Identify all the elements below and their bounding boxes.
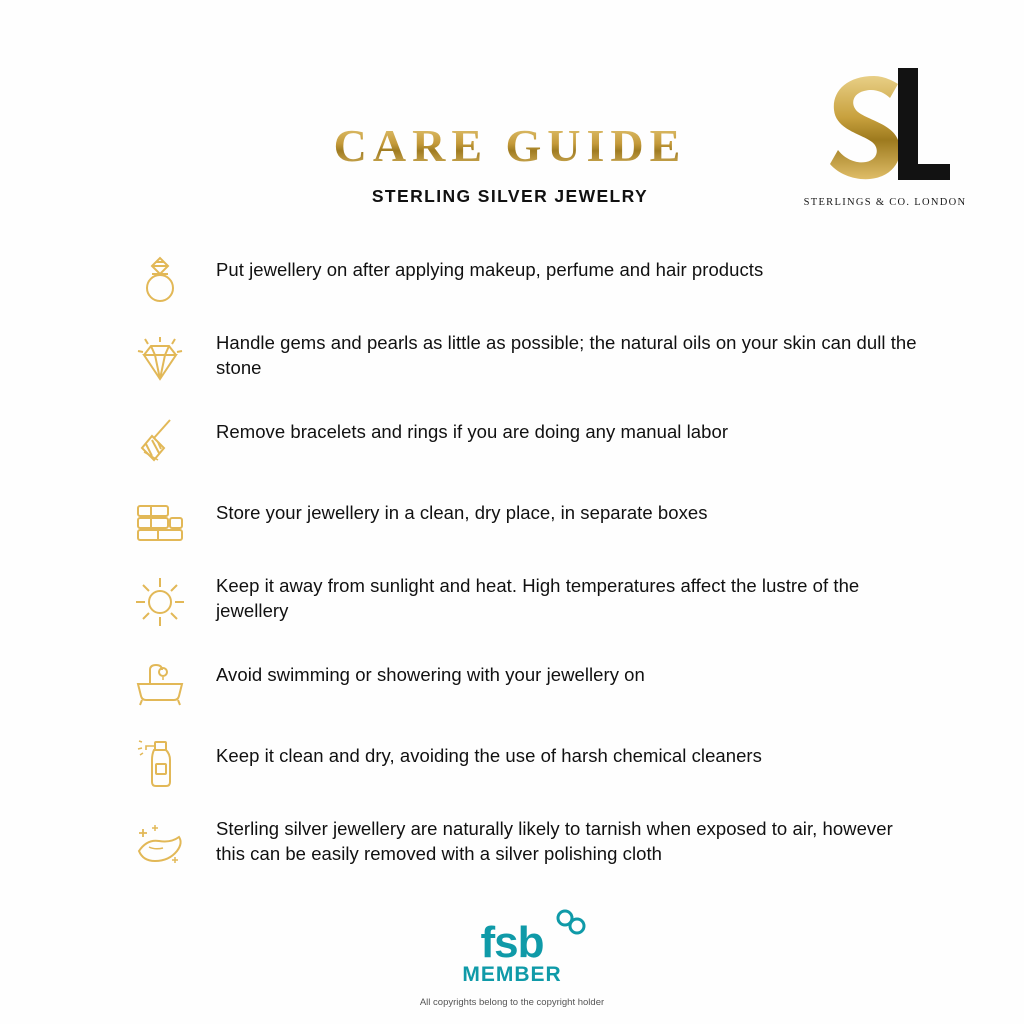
list-item-text: Handle gems and pearls as little as possible; the natural oils on your skin can dull the stone	[216, 332, 917, 378]
list-item	[112, 734, 922, 794]
spray-bottle-icon	[112, 734, 208, 794]
jewellery-box-icon	[112, 491, 208, 551]
fsb-logo	[462, 918, 562, 987]
sun-icon	[112, 572, 208, 632]
list-item	[112, 491, 922, 551]
footer	[0, 918, 1024, 1008]
list-item-text: Store your jewellery in a clean, dry place, in separate boxes	[216, 502, 708, 523]
list-item-text: Put jewellery on after applying makeup, perfume and hair products	[216, 259, 764, 280]
brand-logo	[800, 60, 970, 208]
fsb-wordmark: fsb	[480, 918, 544, 967]
broom-icon	[112, 410, 208, 470]
list-item-text: Avoid swimming or showering with your jewellery on	[216, 664, 645, 685]
fsb-loop-icon	[554, 907, 588, 942]
header	[0, 60, 1024, 240]
bathtub-shower-icon	[112, 653, 208, 713]
title-block	[200, 122, 820, 207]
care-tips-list	[112, 248, 922, 896]
list-item-text: Keep it away from sunlight and heat. High temperatures affect the lustre of the jewellery	[216, 575, 860, 621]
list-item	[112, 410, 922, 470]
brand-name: STERLINGS & CO. LONDON	[803, 197, 967, 208]
fsb-member-label: MEMBER	[462, 963, 562, 986]
list-item-text: Keep it clean and dry, avoiding the use of harsh chemical cleaners	[216, 745, 762, 766]
list-item-text: Sterling silver jewellery are naturally likely to tarnish when exposed to air, however this can be easily removed with a silver polishing cloth	[216, 818, 893, 864]
page-title: CARE GUIDE	[200, 122, 820, 170]
polishing-cloth-hand-icon	[112, 815, 208, 875]
list-item-text: Remove bracelets and rings if you are doing any manual labor	[216, 421, 729, 442]
page-subtitle: STERLING SILVER JEWELRY	[371, 186, 649, 207]
list-item	[112, 329, 922, 389]
list-item	[112, 653, 922, 713]
ring-icon	[112, 248, 208, 308]
gem-sparkle-icon	[112, 329, 208, 389]
sl-monogram-icon	[800, 60, 970, 195]
list-item	[112, 815, 922, 875]
copyright-text: All copyrights belong to the copyright holder	[419, 997, 605, 1008]
list-item	[112, 248, 922, 308]
list-item	[112, 572, 922, 632]
